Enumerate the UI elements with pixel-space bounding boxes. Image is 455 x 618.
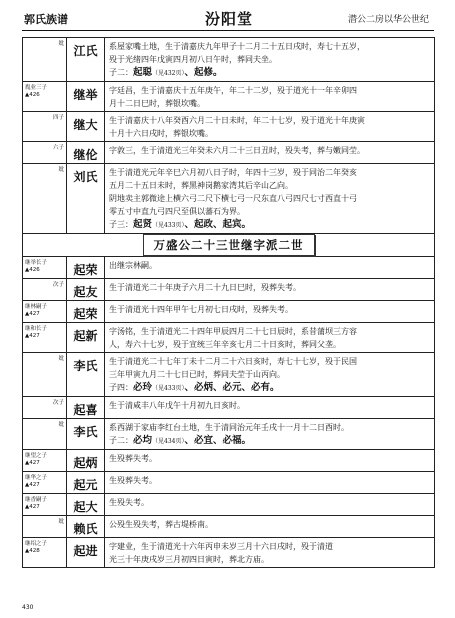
relation-cell — [23, 353, 67, 397]
table-row — [23, 397, 435, 419]
table-row — [23, 164, 435, 234]
person-name: 李氏 — [67, 353, 105, 397]
relation-label: 四子 — [52, 115, 64, 121]
table-row — [23, 353, 435, 397]
relation-label: 妣 — [58, 422, 64, 428]
relation-cell — [23, 112, 67, 142]
person-name: 李氏 — [67, 419, 105, 450]
biography-line: 生殁葬失考。 — [109, 476, 157, 485]
generation-banner: 万盛公二十三世继字派二世 — [143, 234, 315, 256]
person-name: 起元 — [67, 472, 105, 494]
relation-cell — [23, 279, 67, 301]
relation-cell — [23, 82, 67, 112]
biography-cell — [105, 494, 435, 516]
biography-line: 字建业，生于清道光十六年丙申未岁三月十六日戌时，殁于清道 — [109, 542, 333, 551]
biography-cell — [105, 419, 435, 450]
sons-line — [109, 66, 430, 80]
table-row — [23, 419, 435, 450]
person-name: 继举 — [67, 82, 105, 112]
page-reference: ▲427 — [25, 460, 40, 466]
biography-line: 十月十六日戌时，葬银坎嘴。 — [109, 129, 213, 138]
biography-cell — [105, 142, 435, 164]
page-reference: ▲427 — [25, 482, 40, 488]
biography-line: 系屋家嘴土地，生于清嘉庆九年甲子十二月二十五日戌时，寿七十五岁， — [109, 42, 365, 51]
relation-label: 继举长子 — [25, 260, 48, 266]
table-row — [23, 301, 435, 323]
relation-label: 妣 — [58, 356, 64, 362]
biography-line: 出继宗林嗣。 — [109, 261, 157, 270]
biography-line: 殁于光绪四年戊寅四月初八日午时，葬同夫坐。 — [109, 55, 277, 64]
son-page-reference: （见433页） — [152, 385, 185, 392]
page-reference: ▲426 — [25, 92, 40, 98]
relation-cell — [23, 419, 67, 450]
table-row — [23, 279, 435, 301]
page-reference: ▲426 — [25, 267, 40, 273]
son-page-reference: （见433页） — [152, 222, 185, 229]
relation-label: 继和长子 — [25, 326, 48, 332]
biography-line: 字汤铭，生于清道光二十四年甲辰四月二十七日辰时，系昔蒲坝三方容 — [109, 327, 357, 336]
person-name: 起大 — [67, 494, 105, 516]
biography-cell — [105, 516, 435, 538]
relation-label: 次子 — [52, 400, 64, 406]
page-reference: ▲427 — [25, 311, 40, 317]
biography-line: 字廷昌，生于清嘉庆十五年庚午，年二十二岁，殁于道光十一年辛卯四 — [109, 86, 357, 95]
hall-name: 汾阳堂 — [205, 10, 254, 28]
relation-label: 继华之子 — [25, 475, 48, 481]
sons-line — [109, 434, 430, 448]
biography-line: 月十二日巳时，葬银坎嘴。 — [109, 99, 205, 108]
son-page-reference: （见432页） — [152, 70, 185, 77]
biography-line: 生殁失考。 — [109, 498, 149, 507]
biography-line: 公殁生殁失考，葬古堤桥南。 — [109, 520, 213, 529]
relation-label: 次子 — [52, 282, 64, 288]
biography-cell — [105, 38, 435, 82]
table-row — [23, 112, 435, 142]
biography-line: 三年甲寅九月二十七日已时，葬同夫茔于山丙向。 — [109, 370, 285, 379]
generation-banner-row — [23, 234, 435, 257]
page-reference: ▲428 — [25, 548, 40, 554]
other-sons: 、必炳、必元、必有。 — [184, 382, 280, 393]
biography-cell — [105, 279, 435, 301]
book-title: 郭氏族谱 — [24, 13, 68, 26]
table-row — [23, 82, 435, 112]
table-row — [23, 472, 435, 494]
relation-cell — [23, 142, 67, 164]
sons-label: 子二： — [109, 68, 133, 77]
person-name: 起炳 — [67, 450, 105, 472]
biography-line: 光三十年庚戌岁三月初四日寅时，葬北方庙。 — [109, 555, 269, 564]
relation-cell — [23, 397, 67, 419]
person-name: 起友 — [67, 279, 105, 301]
biography-line: 生于清道光元年辛巳六月初八日子时，年四十三岁，殁于同治二年癸亥 — [109, 168, 357, 177]
biography-cell — [105, 301, 435, 323]
relation-label: 六子 — [52, 145, 64, 151]
biography-cell — [105, 353, 435, 397]
sons-line — [109, 218, 430, 232]
relation-label: 妣 — [58, 167, 64, 173]
relation-label: 继望之子 — [25, 453, 48, 459]
biography-line: 生殁葬失考。 — [109, 454, 157, 463]
table-row — [23, 257, 435, 279]
son-page-reference: （见434页） — [152, 438, 185, 445]
relation-cell — [23, 516, 67, 538]
biography-line: 系西湖于家庙李红台土地，生于清同治元年壬戌十一月十二日酉时。 — [109, 423, 349, 432]
biography-cell — [105, 538, 435, 568]
biography-cell — [105, 397, 435, 419]
genealogy-table — [22, 37, 435, 568]
person-name: 起进 — [67, 538, 105, 568]
header-rule — [22, 30, 434, 31]
table-row — [23, 323, 435, 353]
table-row — [23, 38, 435, 82]
person-name: 起新 — [67, 323, 105, 353]
biography-cell — [105, 257, 435, 279]
biography-line: 生于清嘉庆十八年癸酉六月二十日未时，年二十七岁，殁于道光十年庚寅 — [109, 116, 365, 125]
relation-label: 妣 — [58, 41, 64, 47]
biography-line: 生于清道光二十七年丁未十二月二十六日亥时，寿七十七岁，殁于民国 — [109, 357, 357, 366]
sons-label: 子三： — [109, 220, 133, 229]
son-name: 必玲 — [133, 382, 153, 393]
biography-line: 零五寸中直九弓四尺至俱以蕃石为界。 — [109, 207, 245, 216]
relation-cell — [23, 257, 67, 279]
biography-line: 阴地卖主郭微途上横六弓二尺下横七弓一尺东直八弓四尺七寸西直十弓 — [109, 194, 357, 203]
biography-line: 生于清道光二十年庚子六月二十九日巳时，殁葬失考。 — [109, 283, 301, 292]
biography-line: 生于清咸丰八年戊午十月初九日亥时。 — [109, 401, 245, 410]
person-name: 刘氏 — [67, 164, 105, 234]
table-row — [23, 538, 435, 568]
person-name: 起荣 — [67, 257, 105, 279]
son-name: 起聪 — [133, 67, 153, 78]
sons-line — [109, 381, 430, 395]
sons-label: 子四： — [109, 383, 133, 392]
branch-title: 潜公二房以华公世纪 — [347, 15, 429, 25]
biography-line: 生于清道光十四年甲午七月初七日戌时，殁葬失考。 — [109, 305, 293, 314]
other-sons: 、起政、起宾。 — [184, 219, 251, 230]
sons-label: 子二： — [109, 436, 133, 445]
relation-cell — [23, 164, 67, 234]
son-name: 必均 — [133, 435, 153, 446]
relation-cell — [23, 301, 67, 323]
person-name: 赖氏 — [67, 516, 105, 538]
person-name: 继大 — [67, 112, 105, 142]
person-name: 起荣 — [67, 301, 105, 323]
page-reference: ▲427 — [25, 333, 40, 339]
relation-cell — [23, 472, 67, 494]
table-row — [23, 142, 435, 164]
biography-line: 五月二十五日未时，葬黑神岗鹅家湾其后辛山乙向。 — [109, 181, 293, 190]
biography-line: 字敦三，生于清道光三年癸未六月二十三日丑时，殁失考，葬与嫩同茔。 — [109, 146, 365, 155]
relation-cell — [23, 538, 67, 568]
biography-cell — [105, 450, 435, 472]
other-sons: 、起修。 — [184, 67, 223, 78]
relation-cell — [23, 38, 67, 82]
biography-cell — [105, 164, 435, 234]
table-row — [23, 494, 435, 516]
relation-label: 妣 — [58, 519, 64, 525]
table-row — [23, 516, 435, 538]
biography-cell — [105, 472, 435, 494]
person-name: 起喜 — [67, 397, 105, 419]
other-sons: 、必宜、必福。 — [184, 435, 251, 446]
relation-label: 继香嗣子 — [25, 497, 48, 503]
relation-cell — [23, 450, 67, 472]
biography-cell — [105, 323, 435, 353]
relation-label: 继林嗣子 — [25, 304, 48, 310]
relation-cell — [23, 323, 67, 353]
biography-cell — [105, 112, 435, 142]
table-row — [23, 450, 435, 472]
person-name: 江氏 — [67, 38, 105, 82]
page-number: 430 — [22, 604, 34, 611]
page-header — [0, 0, 455, 40]
biography-cell — [105, 82, 435, 112]
person-name: 继伦 — [67, 142, 105, 164]
relation-label: 继绍之子 — [25, 541, 48, 547]
relation-label: 胤业三子 — [25, 85, 48, 91]
son-name: 起贤 — [133, 219, 153, 230]
page-reference: ▲427 — [25, 504, 40, 510]
relation-cell — [23, 494, 67, 516]
biography-line: 人，寿六十七岁，殁于宣统三年辛亥七月二十日亥时，葬同父垄。 — [109, 340, 341, 349]
